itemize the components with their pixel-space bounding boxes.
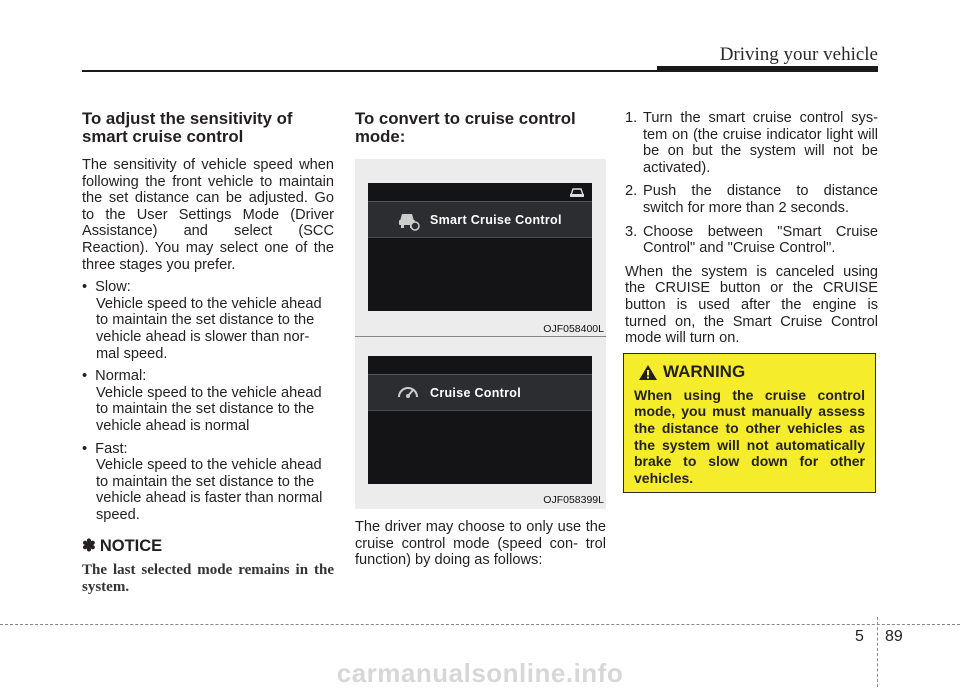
warning-title: WARNING (663, 361, 746, 381)
left-column (82, 110, 334, 596)
bullet-normal (82, 368, 334, 434)
bullet-text: Vehicle speed to the vehicle ahead to maintain the set distance to the vehicle ahead is normal (96, 384, 322, 434)
step-item: 2. Push the distance to distance switch for more than 2 seconds. (625, 183, 878, 216)
chapter-number: 5 (855, 628, 864, 645)
cancel-text: When the system is canceled using the CRUISE button or the CRUISE button is used after the engine is turned on, the Smart Cruise Control mode will turn on. (625, 263, 878, 347)
notice-star-icon: ✽ (82, 537, 96, 556)
warning-text: When using the cruise control mode, you must manually assess the distance to other vehicles as the system will not automatically brake to slow down for other vehicles. (634, 386, 865, 486)
bullet-label: • Slow: (82, 279, 131, 296)
header-rule (82, 70, 657, 72)
bullet-slow (82, 279, 334, 362)
figure-code: OJF058399L (543, 494, 604, 506)
warning-triangle-icon (638, 364, 658, 381)
steps-list (625, 110, 878, 257)
screen-banner (368, 374, 592, 411)
notice-text: The last selected mode remains in the system. (82, 562, 334, 596)
cluster-screen (368, 183, 592, 311)
cluster-screen (368, 356, 592, 484)
bullet-fast (82, 441, 334, 524)
warning-box (623, 353, 876, 493)
bullet-text: Vehicle speed to the vehicle ahead to maintain the set distance to the vehicle ahead is slower than nor- mal speed. (96, 295, 322, 362)
screen-banner (368, 201, 592, 238)
smart-cruise-car-icon (396, 209, 420, 231)
figure-code: OJF058400L (543, 323, 604, 335)
middle-column (355, 110, 606, 575)
sensitivity-intro: The sensitivity of vehicle speed when following the front vehicle to maintain the set distance can be adjusted. Go to the User Settings Mode (Driver Assistance) and select (SCC Reaction). You may select one of the three stages you prefer. (82, 157, 334, 273)
notice-title: ✽ NOTICE (82, 537, 163, 556)
header-rule-accent (657, 66, 878, 72)
bullet-text: Vehicle speed to the vehicle ahead to maintain the set distance to the vehicle ahead is faster than normal speed. (96, 457, 323, 523)
page-number: 89 (885, 628, 903, 645)
sensitivity-heading: To adjust the sensitivity of smart cruise control (82, 109, 293, 146)
convert-text: The driver may choose to only use the cruise control mode (speed con- trol function) by doing as follows: (355, 519, 606, 569)
step-item: 1. Turn the smart cruise control sys- tem on (the cruise indicator light will be on but the system will not be activated). (625, 110, 878, 176)
warning-header (638, 361, 865, 381)
bullet-label: • Fast: (82, 440, 128, 457)
step-item: 3. Choose between "Smart Cruise Control" and "Cruise Control". (625, 223, 878, 257)
watermark: carmanualsonline.info (336, 658, 624, 688)
figure-cruise (355, 337, 606, 509)
section-header-title: Driving your vehicle (719, 44, 878, 65)
figure-smart-cruise (355, 159, 606, 337)
speedometer-icon (396, 382, 420, 404)
right-column (625, 110, 878, 493)
convert-heading: To convert to cruise control mode: (355, 109, 576, 146)
screen-text: Cruise Control (430, 386, 522, 400)
screen-text: Smart Cruise Control (430, 213, 562, 227)
bullet-label: • Normal: (82, 368, 147, 385)
footer-rule (0, 624, 960, 625)
car-front-icon (568, 186, 586, 198)
